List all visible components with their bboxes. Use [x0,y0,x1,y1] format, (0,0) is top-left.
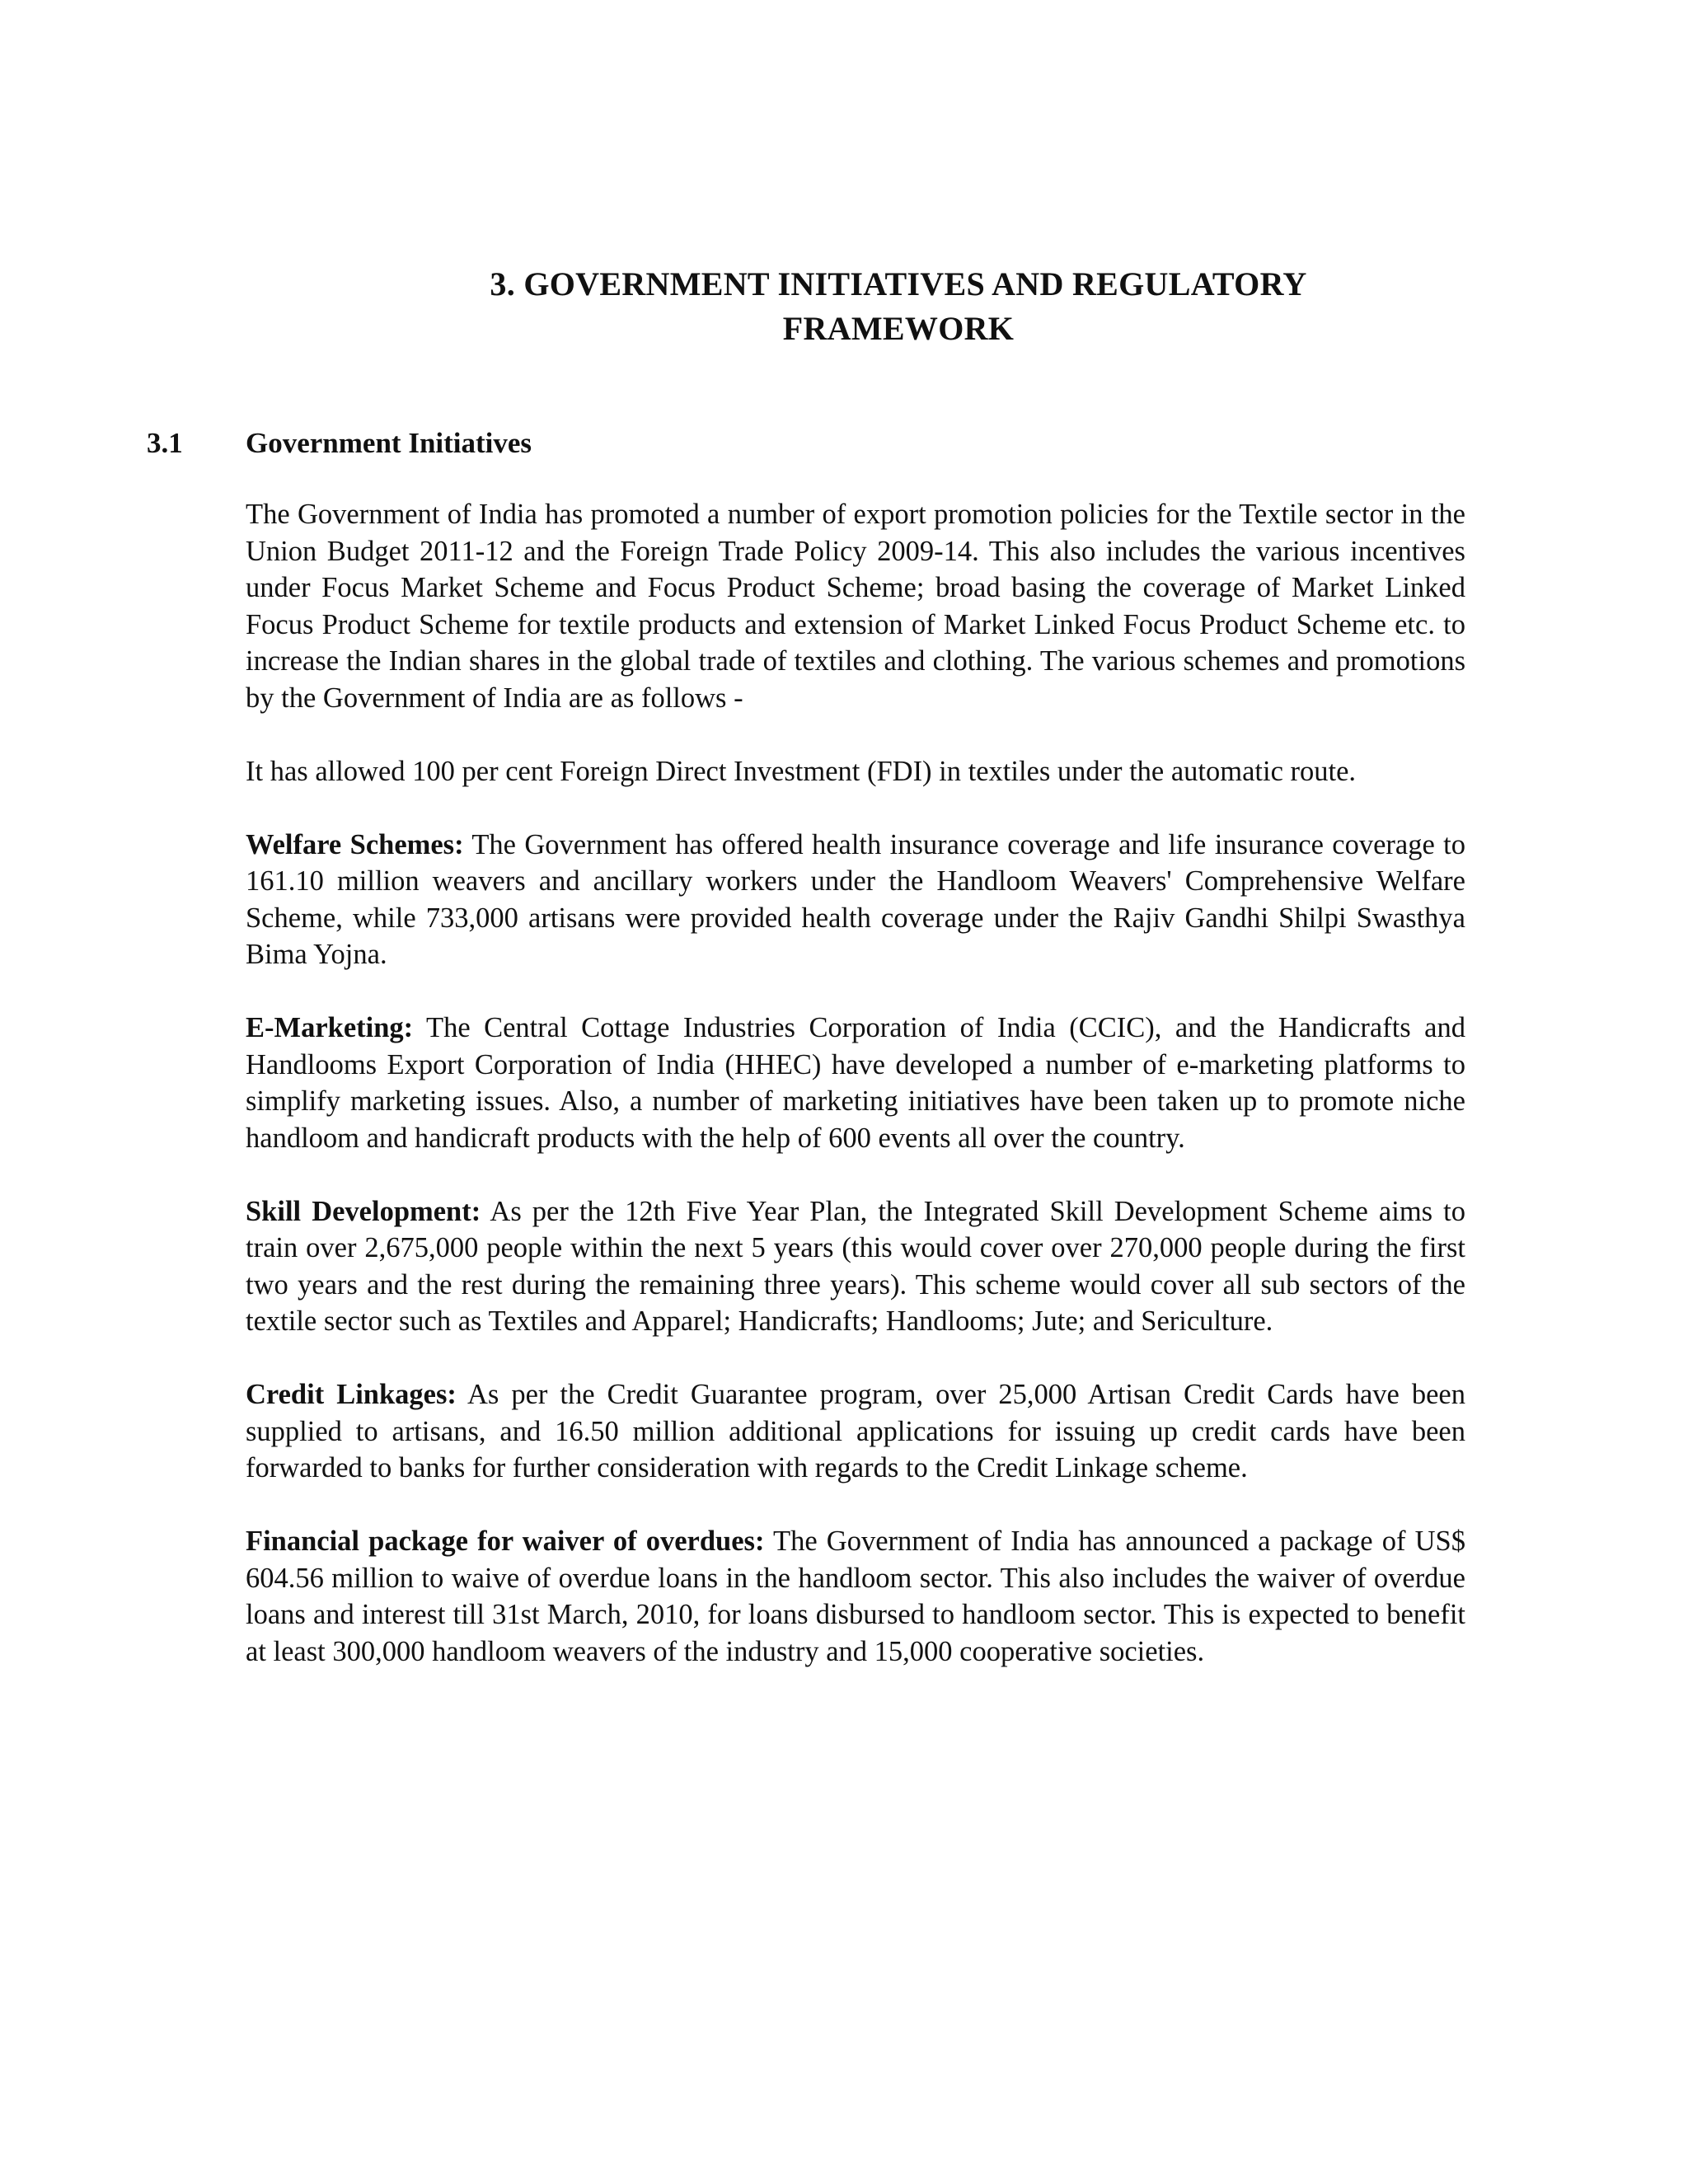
fdi-paragraph: It has allowed 100 per cent Foreign Direct Investment (FDI) in textiles under the automatic route. [246,755,1357,787]
welfare-schemes-paragraph [246,827,1465,973]
credit-linkages-text: As per the Credit Guarantee program, over 25,000 Artisan Credit Cards have been supplied to artisans, and 16.50 million additional applications for issuing up credit cards have been forwarded to banks for further consideration with regards to the Credit Linkage scheme. [246,1379,1465,1483]
e-marketing-paragraph [246,1010,1465,1156]
section-heading [147,425,532,462]
skill-development-label: Skill Development: [246,1195,481,1227]
financial-package-text: The Government of India has announced a package of US$ 604.56 million to waive of overdue loans in the handloom sector. This also includes the waiver of overdue loans and interest till 31st March, 2010, for loans disbursed to handloom sector. This is expected to benefit at least 300,000 handloom weavers of the industry and 15,000 cooperative societies. [246,1526,1465,1667]
chapter-title [387,262,1409,351]
chapter-title-line1: 3. GOVERNMENT INITIATIVES AND REGULATORY [490,265,1307,302]
section-body [246,496,1465,1707]
financial-package-label: Financial package for waiver of overdues: [246,1526,765,1557]
chapter-title-line2: FRAMEWORK [782,310,1015,347]
financial-package-paragraph [246,1523,1465,1670]
e-marketing-text: The Central Cottage Industries Corporation of India (CCIC), and the Handicrafts and Handlooms Export Corporation of India (HHEC) have developed a number of e-marketing platforms to simplify marketing issues. Also, a number of marketing initiatives have been taken up to promote niche handloom and handicraft products with the help of 600 events all over the country. [246,1012,1465,1154]
intro-paragraph: The Government of India has promoted a number of export promotion policies for the Textile sector in the Union Budget 2011-12 and the Foreign Trade Policy 2009-14. This also includes the various incentives under Focus Market Scheme and Focus Product Scheme; broad basing the coverage of Market Linked Focus Product Scheme for textile products and extension of Market Linked Focus Product Scheme etc. to increase the Indian shares in the global trade of textiles and clothing. The various schemes and promotions by the Government of India are as follows - [246,499,1465,714]
skill-development-paragraph [246,1193,1465,1340]
skill-development-text: As per the 12th Five Year Plan, the Integrated Skill Development Scheme aims to train over 2,675,000 people within the next 5 years (this would cover over 270,000 people during the first two years and the rest during the remaining three years). This scheme would cover all sub sectors of the textile sector such as Textiles and Apparel; Handicrafts; Handlooms; Jute; and Sericulture. [246,1195,1465,1337]
credit-linkages-label: Credit Linkages: [246,1379,457,1410]
credit-linkages-paragraph [246,1376,1465,1487]
welfare-schemes-text: The Government has offered health insurance coverage and life insurance coverage to 161.10 million weavers and ancillary workers under the Handloom Weavers' Comprehensive Welfare Scheme, while 733,000 artisans were provided health coverage under the Rajiv Gandhi Shilpi Swasthya Bima Yojna. [246,828,1465,970]
section-number: 3.1 [147,427,183,459]
welfare-schemes-label: Welfare Schemes: [246,828,464,860]
section-title: Government Initiatives [246,427,532,459]
e-marketing-label: E-Marketing: [246,1012,414,1043]
